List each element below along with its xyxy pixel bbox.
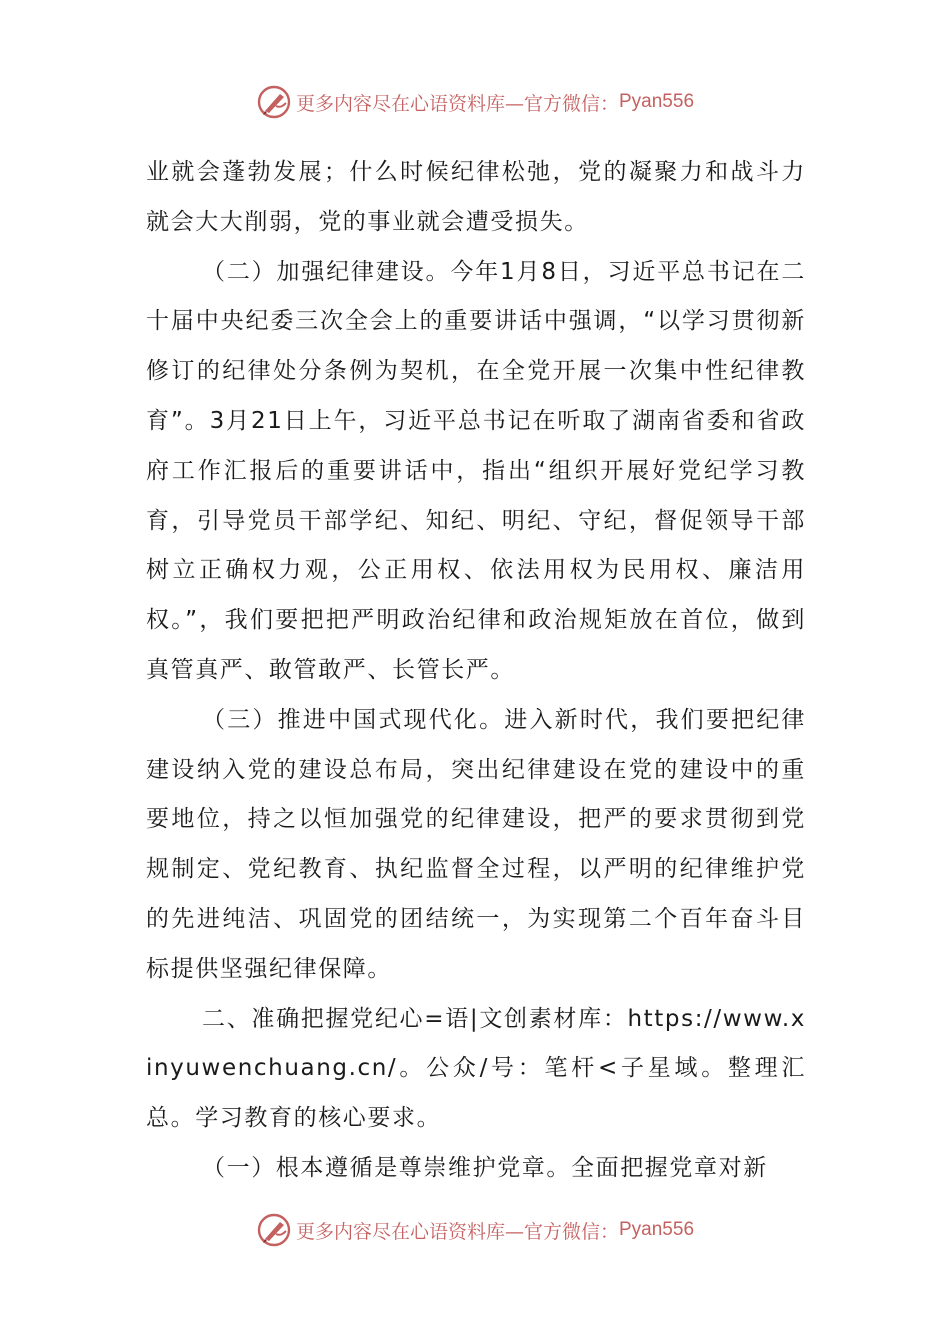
footer-banner-text: 更多内容尽在心语资料库—官方微信： (295, 1220, 619, 1243)
paragraph-1: 业就会蓬勃发展；什么时候纪律松弛，党的凝聚力和战斗力就会大大削弱，党的事业就会遭受损失。 (146, 159, 806, 235)
header-banner-wechat: Pyan556 (619, 91, 695, 112)
pen-logo-icon (256, 84, 292, 120)
pen-logo-icon (256, 1212, 292, 1248)
footer-banner-wechat: Pyan556 (619, 1219, 695, 1240)
paragraph-3: （三）推进中国式现代化。进入新时代，我们要把纪律建设纳入党的建设总布局，突出纪律建设在党的建设中的重要地位，持之以恒加强党的纪律建设，把严的要求贯彻到党规制定、党纪教育、执纪监督全过程，以严明的纪律维护党的先进纯洁、巩固党的团结统一，为实现第二个百年奋斗目标提供坚强纪律保障。 (146, 706, 806, 982)
header-banner-text: 更多内容尽在心语资料库—官方微信： (295, 92, 619, 115)
paragraph-4: 二、准确把握党纪心=语|文创素材库：https://www.xinyuwenchuang.cn/。公众/号：笔杆<子星域。整理汇总。学习教育的核心要求。 (146, 1005, 806, 1132)
paragraph-2: （二）加强纪律建设。今年1月8日，习近平总书记在二十届中央纪委三次全会上的重要讲话中强调，“以学习贯彻新修订的纪律处分条例为契机，在全党开展一次集中性纪律教育”。3月21日上午，习近平总书记在听取了湖南省委和省政府工作汇报后的重要讲话中，指出“组织开展好党纪学习教育，引导党员干部学纪、知纪、明纪、守纪，督促领导干部树立正确权力观，公正用权、依法用权为民用权、廉洁用权。”，我们要把把严明政治纪律和政治规矩放在首位，做到真管真严、敢管敢严、长管长严。 (146, 258, 806, 683)
header-banner (0, 82, 950, 122)
document-body (146, 148, 806, 1194)
footer-banner (0, 1210, 950, 1250)
paragraph-5: （一）根本遵循是尊崇维护党章。全面把握党章对新 (202, 1154, 768, 1181)
